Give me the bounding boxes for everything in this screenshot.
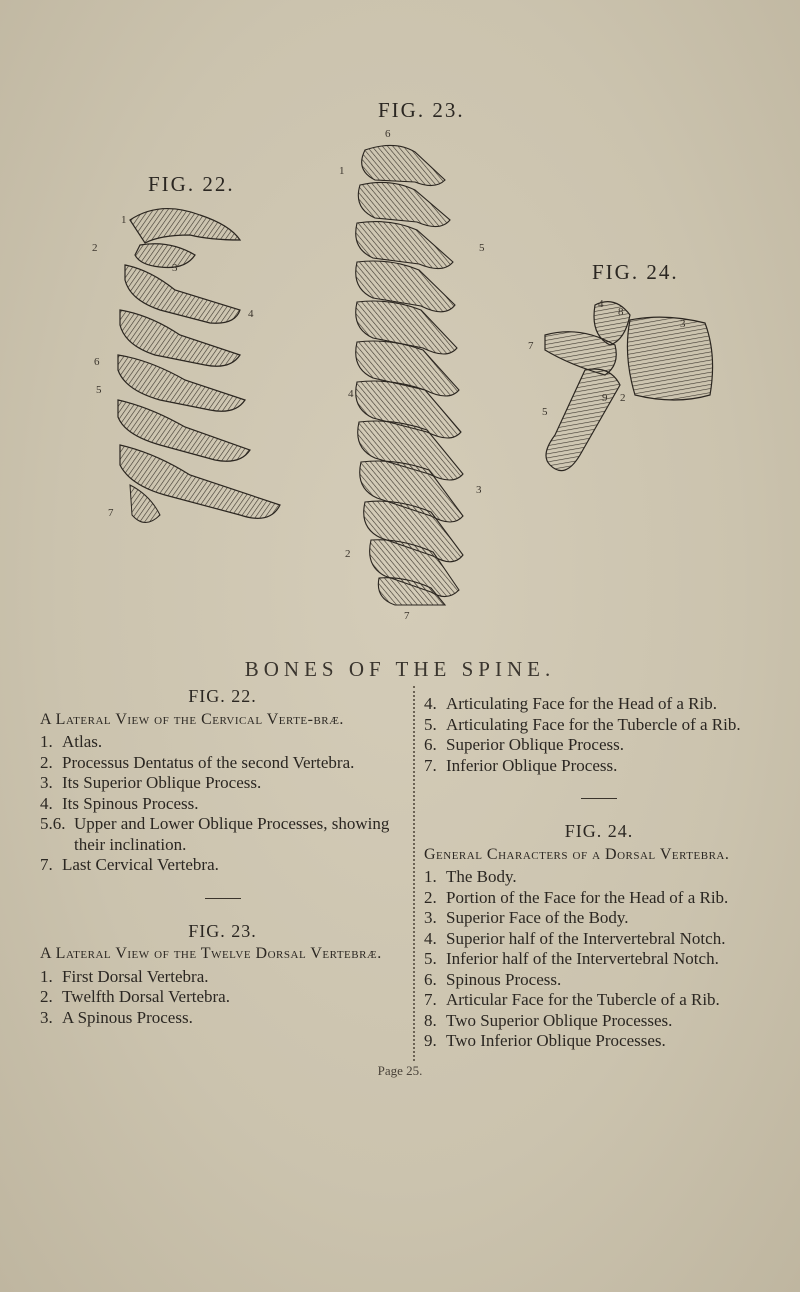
list-item [424, 756, 774, 777]
list-item [40, 773, 405, 794]
fig23-label-4: 4 [348, 388, 354, 400]
item-text: Superior half of the Intervertebral Notch. [446, 928, 726, 948]
fig24-caption: General Characters of a Dorsal Vertebra. [424, 845, 730, 863]
item-number: 2. [40, 987, 53, 1006]
item-text: Atlas. [62, 732, 103, 751]
fig24-label-9: 9 [602, 392, 608, 404]
item-text: Inferior half of the Intervertebral Notch. [446, 949, 719, 968]
fig23-title: FIG. 23. [188, 920, 257, 941]
fig24-label-8: 8 [618, 306, 624, 318]
list-item [40, 794, 405, 815]
item-number: 1. [424, 867, 437, 886]
item-text: The Body. [446, 867, 517, 886]
item-text: Processus Dentatus of the second Vertebra. [62, 752, 355, 772]
item-number: 1. [40, 732, 53, 751]
list-item [424, 970, 774, 991]
fig24-label-3: 3 [680, 318, 686, 330]
list-item [424, 908, 774, 929]
fig22-label-7: 7 [108, 507, 114, 519]
item-text: Last Cervical Vertebra. [62, 855, 219, 874]
fig22-label-6: 6 [94, 356, 100, 368]
list-item [40, 855, 405, 876]
item-text: First Dorsal Vertebra. [62, 966, 209, 986]
list-item [40, 987, 405, 1008]
list-item [424, 694, 774, 715]
list-item [424, 735, 774, 756]
plate-fig23-title: FIG. 23. [378, 98, 465, 122]
item-text: Upper and Lower Oblique Processes, showing their inclination. [74, 814, 390, 854]
fig23-label-7: 7 [404, 610, 410, 622]
section-rule [205, 898, 241, 899]
item-number: 5. [424, 714, 437, 734]
cervical-vertebrae-illustration [90, 195, 290, 540]
fig24-label-5: 5 [542, 406, 548, 418]
item-number: 8. [424, 1010, 437, 1030]
item-number: 1. [40, 966, 53, 986]
list-item [40, 753, 405, 774]
dorsal-vertebra-illustration [525, 295, 725, 480]
item-number: 7. [424, 990, 437, 1009]
item-number: 7. [40, 855, 53, 874]
list-item [424, 1011, 774, 1032]
fig24-label-4: 4 [598, 298, 604, 310]
fig24-label-7: 7 [528, 340, 534, 352]
section-rule [581, 798, 617, 799]
item-text: Its Superior Oblique Process. [62, 773, 262, 792]
item-number: 7. [424, 755, 437, 775]
item-text: Its Spinous Process. [62, 793, 199, 813]
fig22-label-2: 2 [92, 242, 98, 254]
fig23-label-5: 5 [479, 242, 485, 254]
fig22-label-3: 3 [172, 262, 178, 274]
plate-fig22-title: FIG. 22. [148, 172, 235, 196]
item-number: 2. [40, 752, 53, 772]
fig23-label-2: 2 [345, 548, 351, 560]
item-number: 6. [424, 969, 437, 989]
list-item [424, 867, 774, 888]
item-number: 5.6. [40, 814, 66, 833]
item-number: 4. [424, 928, 437, 948]
item-text: Spinous Process. [446, 969, 562, 989]
item-text: Two Superior Oblique Processes. [446, 1010, 673, 1030]
item-text: Inferior Oblique Process. [446, 755, 618, 775]
item-number: 3. [40, 773, 53, 792]
fig23-label-1: 1 [339, 165, 345, 177]
item-text: Twelfth Dorsal Vertebra. [62, 987, 230, 1006]
fig23-label-6: 6 [385, 128, 391, 140]
list-item [40, 732, 405, 753]
fig22-caption: A Lateral View of the Cervical Verte-bræ. [40, 710, 344, 728]
item-number: 4. [424, 694, 437, 713]
left-column [40, 686, 405, 1028]
item-text: Superior Face of the Body. [446, 908, 629, 927]
item-number: 6. [424, 735, 437, 754]
fig22-label-5: 5 [96, 384, 102, 396]
fig22-label-1: 1 [121, 214, 127, 226]
list-item [424, 990, 774, 1011]
list-item [40, 814, 405, 855]
list-item [40, 1008, 405, 1029]
list-item [424, 888, 774, 909]
item-text: Articular Face for the Tubercle of a Rib. [446, 990, 720, 1009]
list-item [424, 949, 774, 970]
list-item [424, 929, 774, 950]
fig23-caption: A Lateral View of the Twelve Dorsal Vertebræ. [40, 945, 382, 962]
item-number: 3. [424, 908, 437, 927]
item-number: 3. [40, 1007, 53, 1027]
item-text: Articulating Face for the Head of a Rib. [446, 694, 717, 713]
page-heading: BONES OF THE SPINE. [244, 657, 556, 681]
list-item [40, 967, 405, 988]
page-number: Page 25. [377, 1063, 423, 1078]
fig22-label-4: 4 [248, 308, 254, 320]
fig23-label-3: 3 [476, 484, 482, 496]
fig22-title: FIG. 22. [188, 686, 257, 706]
fig24-title: FIG. 24. [564, 821, 634, 841]
plate-fig24-title: FIG. 24. [592, 260, 679, 284]
right-column [424, 694, 774, 1052]
item-text: Superior Oblique Process. [446, 735, 625, 754]
item-text: Portion of the Face for the Head of a Rib. [446, 887, 729, 907]
item-text: A Spinous Process. [62, 1007, 193, 1027]
list-item [424, 1031, 774, 1052]
item-text: Two Inferior Oblique Processes. [446, 1031, 666, 1050]
item-number: 2. [424, 887, 437, 907]
item-number: 5. [424, 949, 437, 968]
column-divider [413, 686, 415, 1061]
list-item [424, 715, 774, 736]
item-text: Articulating Face for the Tubercle of a Rib. [446, 714, 741, 734]
item-number: 4. [40, 793, 53, 813]
dorsal-vertebrae-illustration [335, 140, 485, 610]
fig24-label-2: 2 [620, 392, 626, 404]
item-number: 9. [424, 1031, 437, 1050]
